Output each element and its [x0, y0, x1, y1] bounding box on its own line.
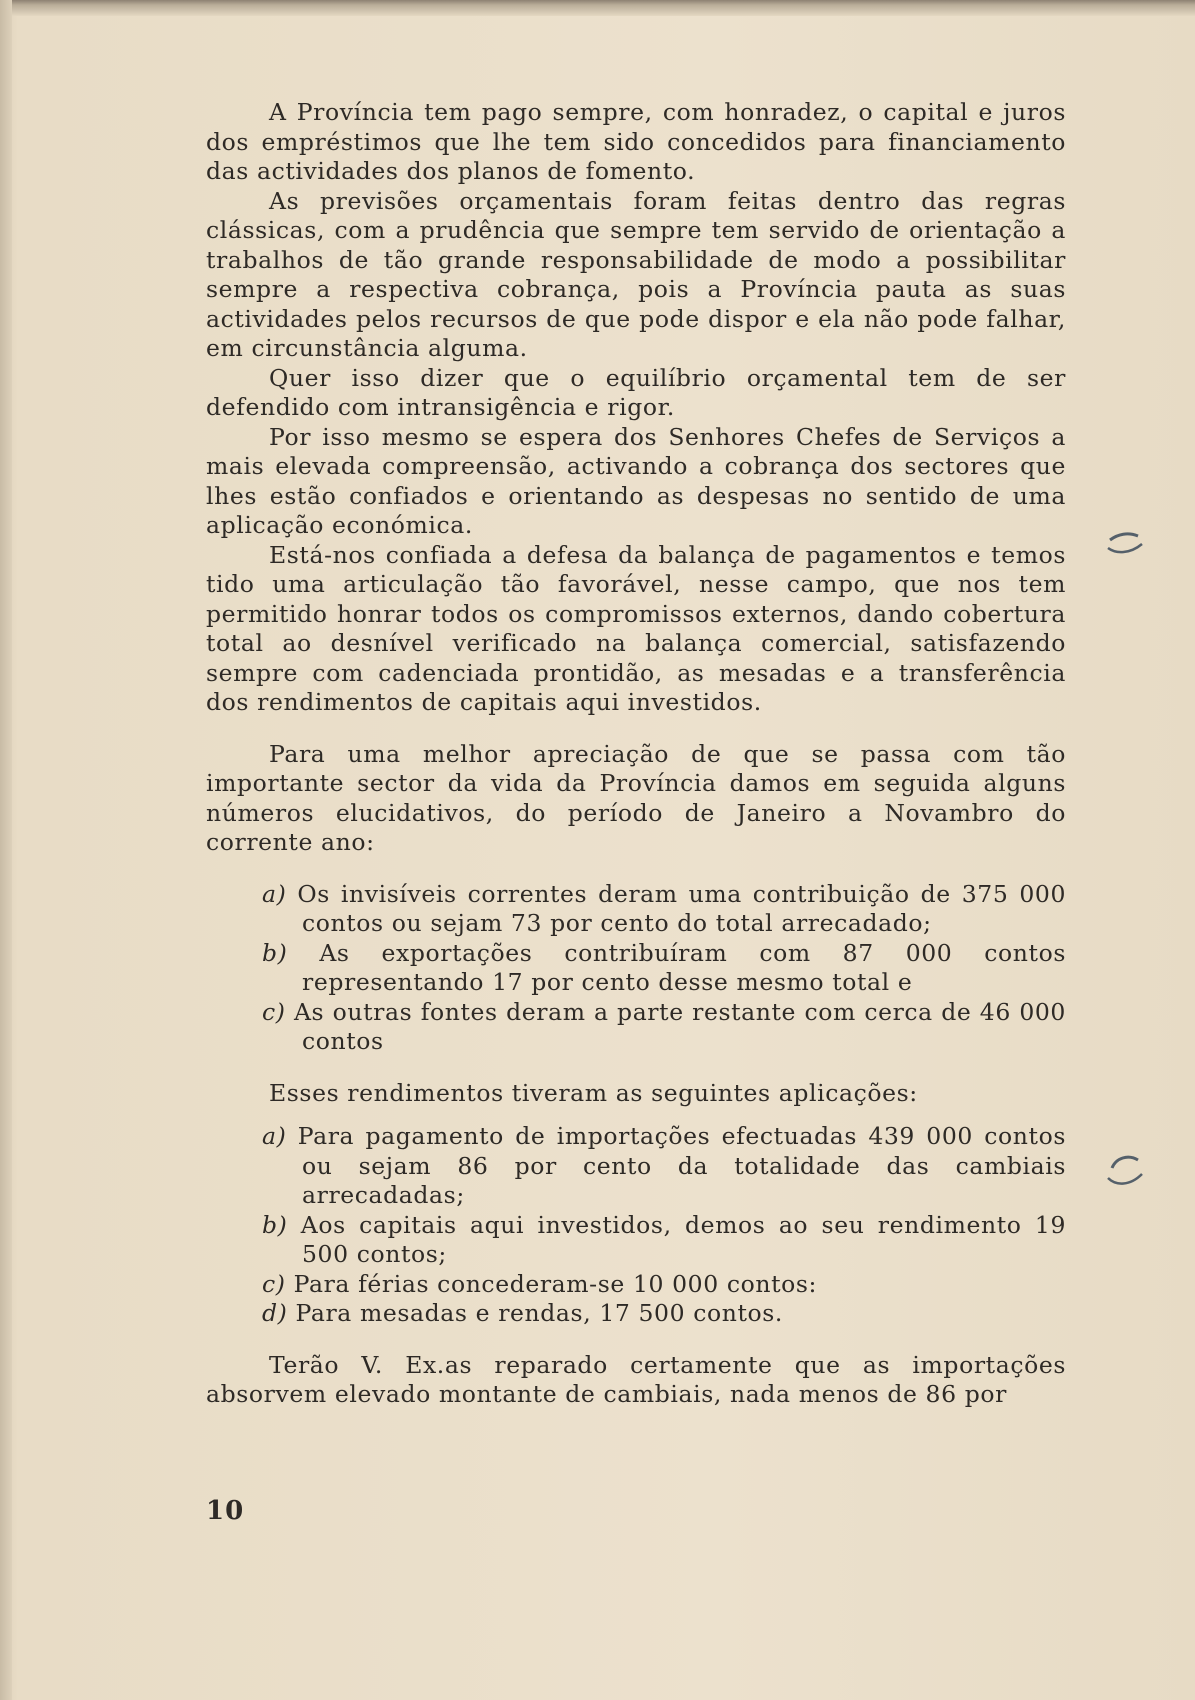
paragraph-4: Por isso mesmo se espera dos Senhores Chefes de Serviços a mais elevada compreensão, activando a cobrança dos sectores que lhes estão confiados e orientando as despesas no sentido de uma aplicação económica. — [206, 422, 1066, 539]
list-item — [206, 998, 1066, 1057]
list-text: Aos capitais aqui investidos, demos ao seu rendimento 19 500 contos; — [300, 1210, 1066, 1268]
list-item — [206, 1270, 1066, 1300]
list-item — [206, 880, 1066, 939]
margin-mark-icon — [1102, 518, 1146, 558]
list-item — [206, 1122, 1066, 1211]
page-left-edge — [0, 0, 12, 1700]
paragraph-5: Está-nos confiada a defesa da balança de pagamentos e temos tido uma articulação tão favorável, nesse campo, que nos tem permitido honrar todos os compromissos externos, dando cobertura total ao desnível verificado na balança comercial, satisfazendo sempre com cadenciada prontidão, as mesadas e a transferência dos rendimentos de capitais aqui investidos. — [206, 540, 1066, 716]
body-text — [206, 98, 1066, 1410]
list-item — [206, 939, 1066, 998]
list-text: Os invisíveis correntes deram uma contribuição de 375 000 contos ou sejam 73 por cento do total arrecadado; — [297, 879, 1066, 937]
list-applications — [206, 1122, 1066, 1329]
list-label: b) — [262, 1210, 288, 1239]
list-label: d) — [262, 1299, 288, 1327]
list-label: c) — [262, 997, 286, 1026]
paragraph-1: A Província tem pago sempre, com honradez, o capital e juros dos empréstimos que lhe tem sido concedidos para financiamento das actividades dos planos de fomento. — [206, 98, 1066, 185]
paragraph-8: Terão V. Ex.as reparado certamente que as importações absorvem elevado montante de cambiais, nada menos de 86 por — [206, 1350, 1066, 1408]
list-contributions — [206, 880, 1066, 1057]
list-label: a) — [262, 1122, 287, 1150]
list-text: Para pagamento de importações efectuadas 439 000 contos ou sejam 86 por cento da totalidade das cambiais arrecadadas; — [297, 1122, 1066, 1209]
page-number: 10 — [206, 1496, 245, 1526]
list-label: b) — [262, 938, 288, 967]
list-text: As outras fontes deram a parte restante com cerca de 46 000 contos — [293, 997, 1066, 1055]
list-item — [206, 1211, 1066, 1270]
paragraph-7: Esses rendimentos tiveram as seguintes aplicações: — [269, 1078, 918, 1107]
paragraph-2: As previsões orçamentais foram feitas dentro das regras clássicas, com a prudência que sempre tem servido de orientação a trabalhos de tão grande responsabilidade de modo a possibilitar sempre a respectiva cobrança, pois a Província pauta as suas actividades pelos recursos de que pode dispor e ela não pode falhar, em circunstância alguma. — [206, 186, 1066, 362]
list-text: Para mesadas e rendas, 17 500 contos. — [295, 1299, 783, 1327]
list-label: c) — [262, 1269, 286, 1298]
paragraph-6: Para uma melhor apreciação de que se passa com tão importante sector da vida da Província damos em seguida alguns números elucidativos, do período de Janeiro a Novambro do corrente ano: — [206, 739, 1066, 856]
list-label: a) — [262, 879, 287, 908]
paragraph-3: Quer isso dizer que o equilíbrio orçamental tem de ser defendido com intransigência e rigor. — [206, 363, 1066, 421]
list-text: As exportações contribuíram com 87 000 contos representando 17 por cento desse mesmo total e — [302, 938, 1066, 996]
margin-mark-icon — [1102, 1150, 1146, 1190]
list-text: Para férias concederam-se 10 000 contos: — [293, 1269, 818, 1298]
page-top-edge — [0, 0, 1195, 16]
list-item — [206, 1299, 1066, 1329]
